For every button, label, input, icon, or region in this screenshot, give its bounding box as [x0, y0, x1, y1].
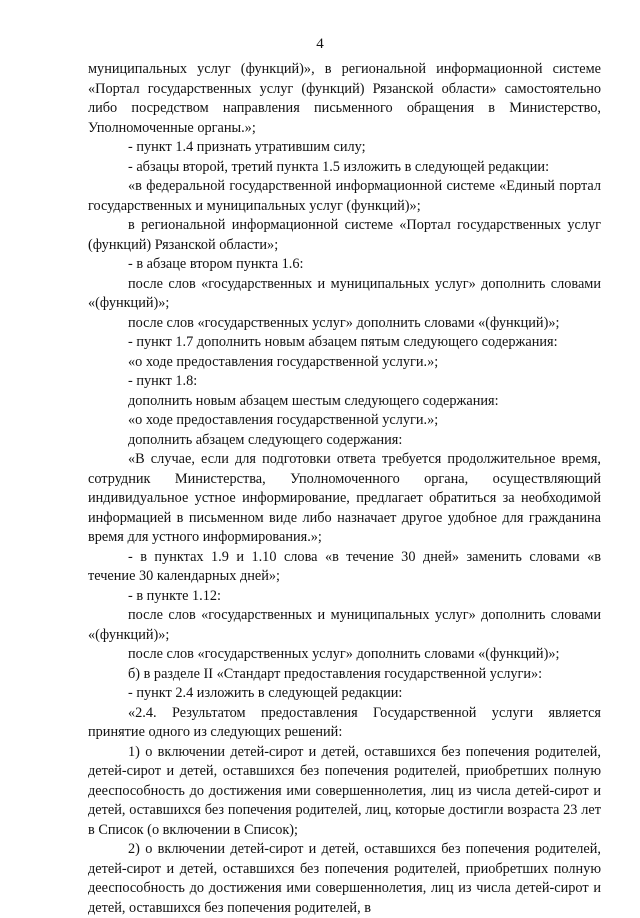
paragraph-21: - пункт 2.4 изложить в следующей редакции:: [128, 685, 403, 701]
paragraph-14: дополнить абзацем следующего содержания:: [128, 431, 403, 448]
document-body: [88, 60, 601, 918]
paragraph-17: - в пункте 1.12:: [128, 587, 222, 604]
paragraph-5: в региональной информационной системе «Портал государственных услуг (функций) Рязанской области»;: [88, 217, 601, 253]
paragraph-1: муниципальных услуг (функций)», в региональной информационной системе «Портал государственных услуг (функций) Рязанской области» самостоятельно либо посредством направления письменного обращения в Министерство, Уполномоченные органы.»;: [88, 61, 601, 136]
paragraph-2: - пункт 1.4 признать утратившим силу;: [128, 139, 366, 155]
paragraph-16: - в пунктах 1.9 и 1.10 слова «в течение 30 дней» заменить словами «в течение 30 календарных дней»;: [88, 548, 601, 584]
paragraph-7: после слов «государственных и муниципальных услуг» дополнить словами «(функций)»;: [88, 275, 601, 311]
paragraph-22: «2.4. Результатом предоставления Государственной услуги является принятие одного из следующих решений:: [88, 704, 601, 740]
paragraph-8: после слов «государственных услуг» дополнить словами «(функций)»;: [128, 314, 560, 331]
paragraph-23: 1) о включении детей-сирот и детей, оставшихся без попечения родителей, детей-сирот и детей, оставшихся без попечения родителей, приобретших полную дееспособность до достижения ими совершеннолетия, лиц из числа детей-сирот и детей, оставшихся без попечения родителей, лиц, которые достигли возраста 23 лет в Список (о включении в Список);: [88, 743, 601, 838]
paragraph-12: дополнить новым абзацем шестым следующего содержания:: [128, 392, 499, 409]
paragraph-9: - пункт 1.7 дополнить новым абзацем пятым следующего содержания:: [128, 334, 558, 350]
paragraph-13: «о ходе предоставления государственной услуги.»;: [128, 412, 439, 428]
page-number: 4: [316, 36, 324, 52]
paragraph-20: б) в разделе II «Стандарт предоставления государственной услуги»:: [128, 665, 543, 682]
paragraph-15: «В случае, если для подготовки ответа требуется продолжительное время, сотрудник Министерства, Уполномоченного органа, осуществляющий индивидуальное устное информирование, предлагает обратиться за необходимой информацией в письменном виде либо назначает другое удобное для гражданина время для устного информирования.»;: [88, 451, 601, 545]
paragraph-4: «в федеральной государственной информационной системе «Единый портал государственных и муниципальных услуг (функций)»;: [88, 178, 601, 214]
paragraph-10: «о ходе предоставления государственной услуги.»;: [128, 353, 439, 370]
paragraph-19: после слов «государственных услуг» дополнить словами «(функций)»;: [128, 646, 560, 662]
paragraph-24: 2) о включении детей-сирот и детей, оставшихся без попечения родителей, детей-сирот и детей, оставшихся без попечения родителей, приобретших полную дееспособность до достижения ими совершеннолетия, лиц из числа детей-сирот и детей, оставшихся без попечения родителей, в: [88, 841, 601, 916]
paragraph-11: - пункт 1.8:: [128, 373, 198, 389]
paragraph-6: - в абзаце втором пункта 1.6:: [128, 256, 304, 272]
paragraph-3: - абзацы второй, третий пункта 1.5 изложить в следующей редакции:: [128, 158, 550, 175]
paragraph-18: после слов «государственных и муниципальных услуг» дополнить словами «(функций)»;: [88, 607, 601, 643]
